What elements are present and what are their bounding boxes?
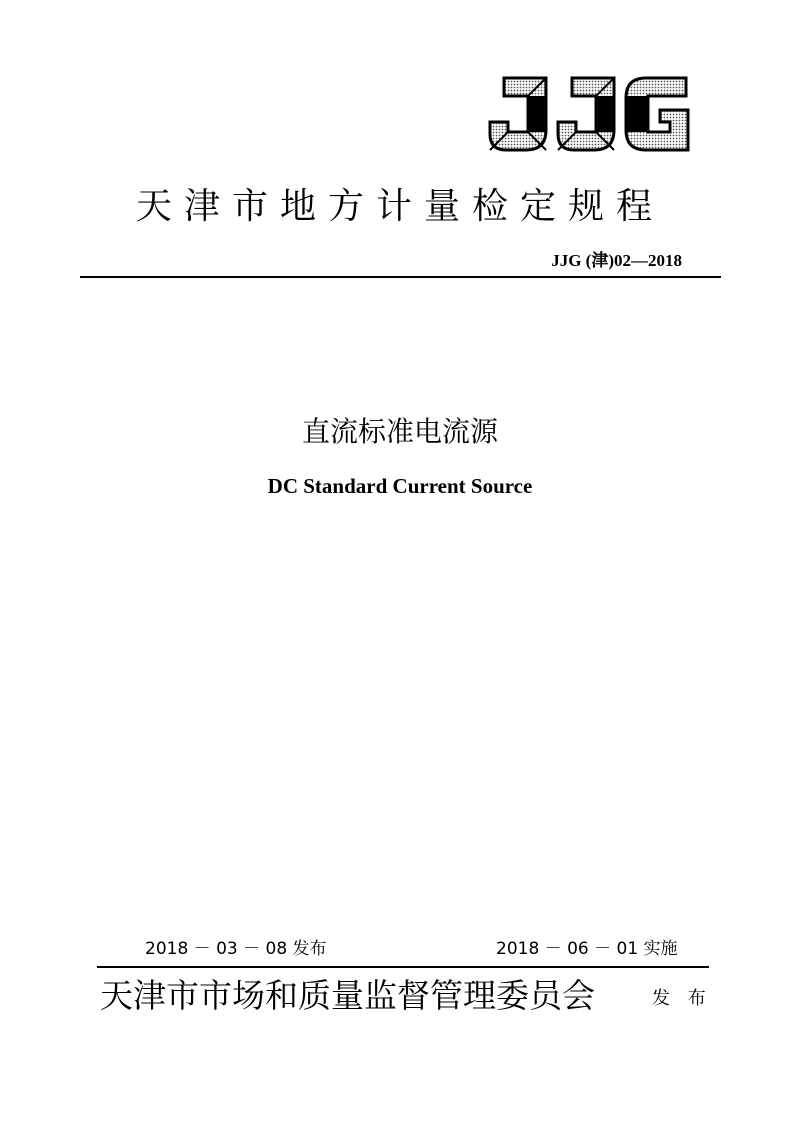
document-title-english: DC Standard Current Source xyxy=(267,474,533,498)
top-divider xyxy=(80,276,721,278)
regulation-type-title: 天津市地方计量检定规程 xyxy=(135,186,664,227)
issue-date: 2018 － 03 － 08 发布 xyxy=(145,939,327,959)
publisher-name: 天津市市场和质量监督管理委员会 xyxy=(100,976,595,1015)
publish-label: 发 布 xyxy=(652,988,712,1009)
document-code: JJG (津)02—2018 xyxy=(551,251,682,270)
jjg-logo xyxy=(486,74,692,154)
document-title-chinese: 直流标准电流源 xyxy=(301,415,498,448)
bottom-divider xyxy=(97,966,709,968)
implementation-date: 2018 － 06 － 01 实施 xyxy=(496,939,678,959)
